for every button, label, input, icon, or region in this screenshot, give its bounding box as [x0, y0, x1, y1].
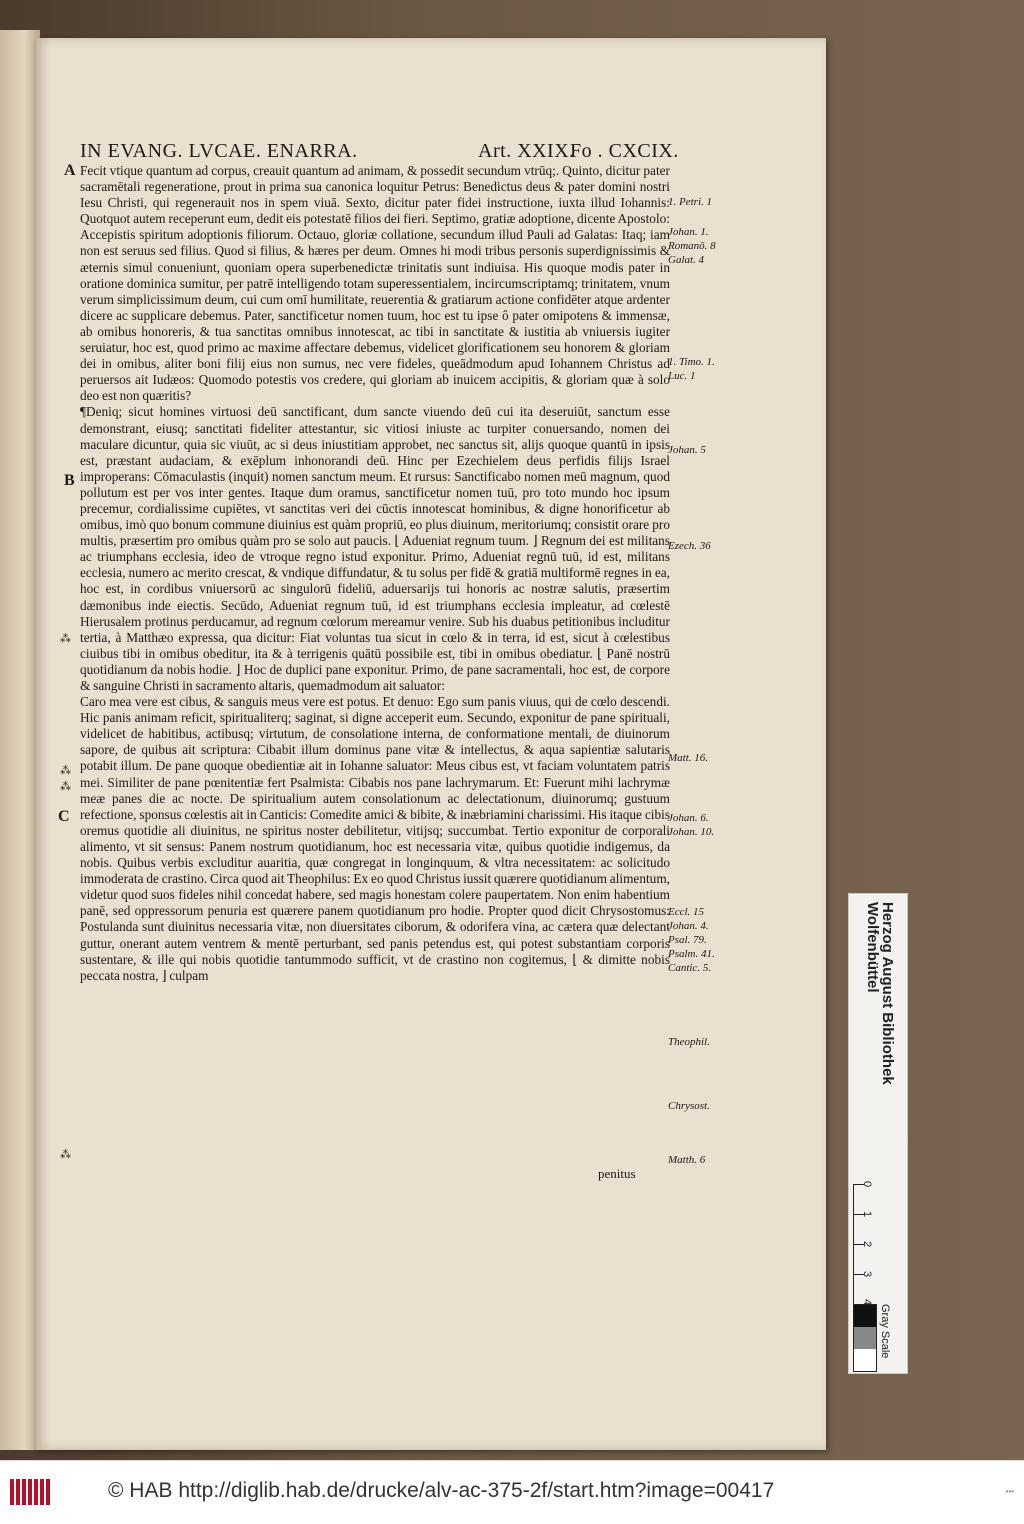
folio-number: Fo . CXCIX. [570, 140, 679, 162]
marginal-note: Johan. 4. [668, 920, 709, 932]
marginal-note: Johan. 5 [668, 444, 706, 456]
gray-scale-swatches [853, 1304, 877, 1372]
scale-number: 2 [861, 1240, 874, 1248]
section-marker-b: B [64, 472, 75, 489]
paragraph-b: ¶Deniq; sicut homines virtuosi deū sanctificant, dum sancte viuendo deū cui ita deseruiūt, sanctum esse demonstrant, eiusq; sanctitati fideliter attestantur, sic vitiosi iniuste ac turpiter conuersando, nomen dei maculare dicuntur, quia sic viuūt, ac si deus iniustitiam approbet, nec sanctus sit, alijs quoque quantū in ipsis est, præstant audaciam, & exēplum inhonorandi deū. Hinc per Ezechielem deus perfidis filijs Israel improperans: Cōmaculastis (inquit) nomen sanctum meum. Et rursus: Sanctificabo nomen meū magnum, quod pollutum est per vos inter gentes. Itaque dum oramus, sanctificetur nomen tuū, pro toto mundo hoc ipsum precemur, cordialissime cupiētes, vt sanctitas veri dei cūctis innotescat hominibus, & digne honorificetur ab omibus, imò quo bonum commune diuinius est quàm propriū, eo plus diuinum, meritoriumq; consistit orare pro multis, præsertim pro omibus quàm pro se solo aut paucis. ⌊ Adueniat regnum tuum. ⌋ Regnum dei est militans ac triumphans ecclesia, ideo de vtroque regno istud exponitur. Primo, Adueniat regnū tuū, id est, militans ecclesia, numero ac merito crescat, & vndique diffundatur, & tu solus per fidē & gratiā multiformē regnes in ea, hoc est, in cordibus vniuersorū ac singulorū fideliū, aduersarijs tui honoris ac nostræ salutis, præsertim dæmonibus inde eiectis. Secūdo, Adueniat regnum tuū, id est triumphans ecclesia impleatur, ad cœlestē Hierusalem protinus perducamur, ad regnum cœlorum mereamur venire. Sub his duabus petitionibus includitur tertia, à Matthæo expressa, qua dicitur: Fiat voluntas tua sicut in cœlo & in terra, id est, sicut à cœlestibus ciuibus tibi in omibus obeditur, ita & à terrigenis quātū possibile est, tibi in omibus obediatur. ⌊ Panē nostrū quotidianum da nobis hodie. ⌋ Hoc de duplici pane exponitur. Primo, de pane sacramentali, hoc est, de corpore & sanguine Christi in sacramento altaris, quemadmodum ait saluator: [80, 404, 670, 693]
marginal-note: Eccl. 15 [668, 906, 705, 918]
margin-reference-mark: ⁂ [60, 781, 71, 793]
marginal-note: Matt. 16. [668, 752, 709, 764]
marginal-note: Matth. 6 [668, 1154, 706, 1166]
marginal-note: Chrysost. [668, 1100, 710, 1112]
margin-reference-mark: ⁂ [60, 633, 71, 645]
margin-reference-mark: ⁂ [60, 1149, 71, 1161]
gray-scale-label: Gray Scale [879, 1304, 891, 1359]
scale-number: 0 [861, 1180, 874, 1188]
color-ruler-card [848, 893, 908, 1374]
marginal-note: Luc. 1 [668, 370, 696, 382]
catchword: penitus [598, 1166, 636, 1181]
viewer-footer [0, 1460, 1024, 1524]
marginal-note: Galat. 4 [668, 254, 705, 266]
marginal-note: Johan. 6. [668, 812, 709, 824]
marginal-note: Psalm. 41. [668, 948, 715, 960]
marginal-note: Cantic. 5. [668, 962, 712, 974]
marginal-note: Ezech. 36 [668, 540, 711, 552]
running-title: IN EVANG. LVCAE. ENARRA. [80, 140, 358, 162]
marginal-note: Johan. 1. [668, 226, 709, 238]
marginal-note: Johan. 10. [668, 826, 715, 838]
hab-logo-icon[interactable] [10, 1479, 52, 1505]
paragraph-c: Caro mea vere est cibus, & sanguis meus vere est potus. Et denuo: Ego sum panis viuus, qui de cœlo descendi. Hic panis animam reficit, spiritualiterq; saginat, si digne acceperit eum. Secundo, exponitur de pane spirituali, videlicet de habitibus, actibusq; virtutum, de consolatione interna, de conformatione mentali, de diuinorum sapore, de quibus ait scriptura: Cibabit illum dominus pane vitæ & intellectus, & aqua sapientiæ salutaris potabit illum. De pane quoque obedientiæ ait in Iohanne saluator: Meus cibus est, vt faciam voluntatem patris mei. Similiter de pane pœnitentiæ fert Psalmista: Cibabis nos pane lachrymarum. Et: Fuerunt mihi lachrymæ meæ panes die ac nocte. De spiritualium autem consolationum ac delectationum, diuinorumq; gustuum refectione, sponsus cœlestis ait in Canticis: Comedite amici & bibite, & inæbriamini charissimi. His itaque cibis oremus quotidie ali diuinitus, ne spiritus noster debilitetur, vitijsq; succumbat. Tertio exponitur de corporali alimento, vt sit sensus: Panem nostrum quotidianum, hoc est necessaria vitæ, quibus quotidie indigemus, da nobis. Quibus verbis excluditur auaritia, quæ congregat in longinquum, & vltra necessitatem: ac solicitudo immoderata de crastino. Circa quod ait Theophilus: Ex eo quod Christus iussit quærere quotidianum alimentum, videtur quod suos fideles nihil concedat habere, sed magis honestam colere paupertatem. Non enim habentium panē, sed oppressorum penuria est quærere panem quotidianum pro hodie. Propter quod dicit Chrysostomus: Postulanda sunt diuinitus necessaria vitæ, non diuersitates ciborum, & odorifera vina, ac cætera quæ delectant guttur, onerant autem ventrem & mentē perturbant, sed panis petendus est, qui potest substantiam corporis sustentare, & ille qui nobis quotidie tantummodo sufficit, vt de crastino non cogitemus, ⌊ & dimitte nobis peccata nostra, ⌋ culpam [80, 694, 670, 983]
margin-reference-mark: ⁂ [60, 765, 71, 777]
gray-swatch-mid [854, 1327, 876, 1349]
copyright-url[interactable]: © HAB http://diglib.hab.de/drucke/alv-ac-375-2f/start.htm?image=00417 [108, 1479, 775, 1502]
gray-swatch-white [854, 1349, 876, 1371]
gray-swatch-black [854, 1305, 876, 1327]
scale-number: 1 [861, 1210, 874, 1218]
marginal-note: 1. Timo. 1. [668, 356, 715, 368]
section-marker-c: C [58, 808, 70, 825]
marginal-note: Theophil. [668, 1036, 710, 1048]
scale-number: 3 [861, 1270, 874, 1278]
main-text [80, 163, 670, 984]
marginal-note: Psal. 79. [668, 934, 707, 946]
footer-dots-icon: ••• [1005, 1487, 1014, 1496]
article-number: Art. XXIX. [478, 140, 575, 162]
marginal-note: 1. Petri. 1 [668, 196, 712, 208]
marginal-note: Romanō. 8 [668, 240, 716, 252]
section-marker-a: A [64, 162, 76, 179]
library-name: Herzog August Bibliothek Wolfenbüttel [864, 902, 896, 1085]
paragraph-a: Fecit vtique quantum ad corpus, creauit quantum ad animam, & possedit secundum vtrūq;. Quinto, dicitur pater sacramētali regeneratione, prout in prima sua canonica loquitur Petrus: Benedictus deus & pater domini nostri Iesu Christi, qui regenerauit nos in spem viuā. Sexto, dicitur pater fidei instructione, iuxta illud Iohannis: Quotquot autem receperunt eum, dedit eis potestatē filios dei fieri. Septimo, gratiæ adoptione, dicente Apostolo: Accepistis spiritum adoptionis filiorum. Octauo, gloriæ collatione, secundum illud Pauli ad Galatas: Itaq; iam non est seruus sed filius. Quod si filius, & hæres per deum. Omnes hi modi tribus personis superdignissimis & æternis simul conueniunt, quoniam opera superbenedictæ trinitatis sunt indiuisa. His quoque modis pater in oratione dominica sumitur, per patrē intelligendo totam superessentialem, incircumscriptamq; trinitatem, vnum verum simplicissimum deum, cui cum omī humilitate, reuerentia & gratiarum actione confidēter atque ardenter dicere ac supplicare debemus. Pater, sanctificetur nomen tuum, hoc est tu ipse ô pater omipotens & immensæ, ab omibus honoreris, & tua sanctitas omnibus innotescat, ac tibi in sanctitate & iustitia ab vniuersis iugiter seruiatur, hoc est, quod primo ac maxime affectare debemus, videlicet glorificationem seu honorem & gloriam dei in omibus, aliter boni filij eius non sumus, nec vere fideles, queādmodum apud Iohannem Christus ad peruersos ait Iudæos: Quomodo potestis vos credere, qui gloriam ab inuicem accipitis, & gloriam quæ à solo deo est non quæritis? [80, 163, 670, 404]
scale-number: 4 [861, 1298, 874, 1306]
facing-page-edge [0, 30, 40, 1450]
